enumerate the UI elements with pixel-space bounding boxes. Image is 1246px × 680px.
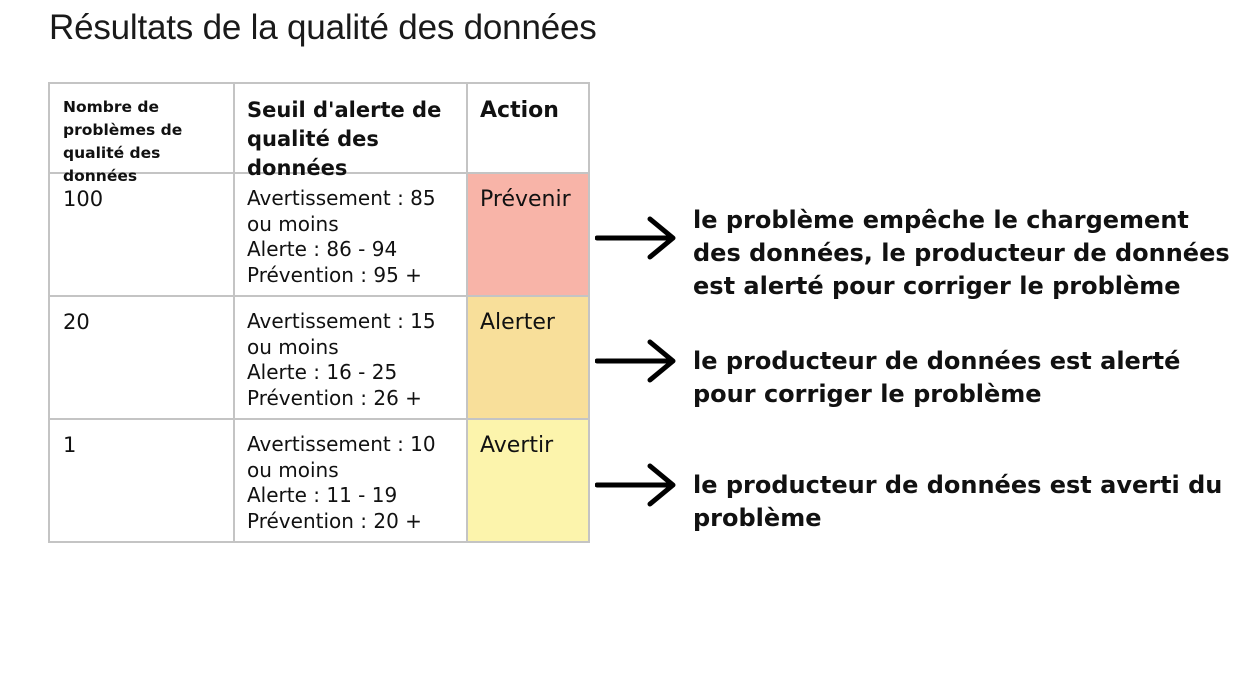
issue-count-cell: 1 <box>49 419 234 542</box>
prevention-threshold: Prévention : 26 + <box>247 385 422 410</box>
note-text: le problème empêche le chargement des données, le producteur de données est alerté pour corriger le problème <box>693 206 1230 300</box>
threshold-cell <box>234 173 467 296</box>
note-text: le producteur de données est alerté pour corriger le problème <box>693 347 1181 408</box>
column-header-action: Action <box>467 83 589 173</box>
alert-threshold: Alerte : 11 - 19 <box>247 483 398 507</box>
alert-threshold: Alerte : 16 - 25 <box>247 360 398 384</box>
table-row <box>49 419 589 542</box>
arrow-right-icon <box>595 339 677 383</box>
table-row <box>49 296 589 419</box>
action-cell-prevent: Prévenir <box>467 173 589 296</box>
warning-threshold: Avertissement : 15 ou moins <box>247 309 436 359</box>
column-header-count: Nombre de problèmes de qualité des données <box>49 83 234 173</box>
data-quality-table <box>48 82 590 543</box>
table-header-row <box>49 83 589 173</box>
warning-threshold: Avertissement : 10 ou moins <box>247 432 436 482</box>
action-cell-warn: Avertir <box>467 419 589 542</box>
issue-count-cell: 100 <box>49 173 234 296</box>
prevention-threshold: Prévention : 95 + <box>247 262 422 287</box>
arrow-right-icon <box>595 216 677 260</box>
issue-count-cell: 20 <box>49 296 234 419</box>
prevention-threshold: Prévention : 20 + <box>247 508 422 533</box>
threshold-cell <box>234 296 467 419</box>
threshold-cell <box>234 419 467 542</box>
page-title: Résultats de la qualité des données <box>49 8 597 47</box>
table-row <box>49 173 589 296</box>
alert-threshold: Alerte : 86 - 94 <box>247 237 398 261</box>
action-cell-alert: Alerter <box>467 296 589 419</box>
column-header-threshold: Seuil d'alerte de qualité des données <box>234 83 467 173</box>
arrow-right-icon <box>595 463 677 507</box>
note-text: le producteur de données est averti du problème <box>693 471 1223 532</box>
warning-threshold: Avertissement : 85 ou moins <box>247 186 436 236</box>
